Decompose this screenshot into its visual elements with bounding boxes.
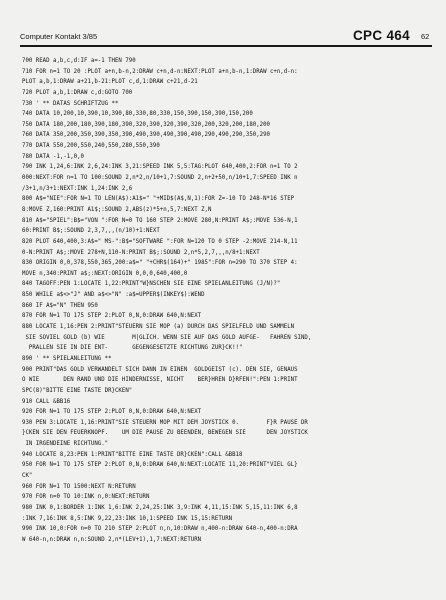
listing-line: 840 TAGOFF:PEN 1:LOCATE 1,22:PRINT"W}NSCHEN SIE EINE SPIELANLEITUNG (J/N)?" — [22, 281, 281, 288]
page-header — [20, 28, 432, 46]
listing-line: 770 DATA 550,200,550,240,550,280,550,390 — [22, 143, 160, 150]
listing-line: 0-N:PRINT A$;:MOVE 278+N,110-N:PRINT B$;:SOUND 2,n*5,2,7,,,n/8+1:NEXT — [22, 249, 260, 256]
listing-line: 720 PLOT a,b,1:DRAW c,d:GOTO 700 — [22, 89, 133, 96]
listing-line: 940 LOCATE 8,23:PEN 1:PRINT"BITTE EINE TASTE DR}CKEN":CALL &BB18 — [22, 451, 243, 458]
listing-line: PRALLEN SIE IN DIE ENT- GEGENGESETZTE RICHTUNG ZUR}CK!!" — [22, 345, 243, 352]
listing-line: 880 LOCATE 1,16:PEN 2:PRINT"STEUERN SIE MOP (a) DURCH DAS SPIELFELD UND SAMMELN — [22, 324, 295, 331]
listing-line: /3+1,n/3+1:NEXT:INK 1,24:INK 2,6 — [22, 185, 133, 192]
listing-line: SIE SOVIEL GOLD (b) WIE M|GLICH. WENN SIE AUF DAS GOLD AUFGE- FAHREN SIND, — [22, 334, 312, 341]
listing-line: 820 PLOT 640,400,3:A$=" MS-":B$="SOFTWARE ":FOR N=120 TO 0 STEP -2:MOVE 214-N,11 — [22, 238, 298, 245]
listing-line: IN IRGENDEINE RICHTUNG." — [22, 441, 109, 448]
listing-line: 710 FOR n=1 TO 20 :PLOT a+n,b-n,2:DRAW c+n,d-n:NEXT:PLOT a+n,b-n,1:DRAW c+n,d-n: — [22, 68, 298, 75]
listing-line: 790 INK 1,24,6:INK 2,6,24:INK 3,21:SPEED INK 5,5:TAG:PLOT 640,400,2:FOR n=1 TO 2 — [22, 164, 298, 171]
listing-line: W 640-n,n:DRAW n,n:SOUND 2,n*(LEV+1),1,7:NEXT:RETURN — [22, 536, 202, 543]
listing-line: :INK 7,16:INK 8,5:INK 9,22,23:INK 10,1:SPEED INK 15,15:RETURN — [22, 515, 233, 522]
listing-line: 990 INK 10,0:FOR n=0 TO 210 STEP 2:PLOT n,n,10:DRAW n,400-n:DRAW 640-n,400-n:DRA — [22, 526, 298, 533]
listing-line: 810 A$="SPIEL":B$="VON ":FOR N=0 TO 160 STEP 2:MOVE 280,N:PRINT A$;:MOVE 536-N,1 — [22, 217, 298, 224]
listing-line: 8:MOVE Z,160:PRINT A1$;:SOUND 2,ABS(z)*5+n,5,7:NEXT Z,N — [22, 206, 212, 213]
listing-line: 700 READ a,b,c,d:IF a=-1 THEN 790 — [22, 58, 136, 64]
listing-line: 900 PRINT"DAS GOLD VERWANDELT SICH DANN IN EINEN GOLDGEIST (c). DEN SIE, GENAUS — [22, 366, 298, 373]
magazine-issue: Computer Kontakt 3/85 — [20, 32, 98, 41]
listing-line: 870 FOR N=1 TO 175 STEP 2:PLOT 0,N,0:DRAW 640,N:NEXT — [22, 313, 202, 320]
listing-line: 910 CALL &BB16 — [22, 398, 71, 405]
listing-line: PLOT a,b,1:DRAW a+21,b-21:PLOT c,d,1:DRAW c+21,d-21 — [22, 79, 198, 86]
listing-line: 740 DATA 10,200,10,390,10,390,80,330,80,330,150,390,150,390,150,200 — [22, 111, 253, 118]
listing-line: 950 FOR N=1 TO 175 STEP 2:PLOT 0,N,0:DRAW 640,N:NEXT:LOCATE 11,20:PRINT"VIEL GL} — [22, 462, 298, 469]
listing-line: }CKEN SIE DEN FEUERKNOPF. UM DIE PAUSE ZU BEENDEN, BEWEGEN SIE DEN JOYSTICK — [22, 430, 308, 437]
listing-line: 830 ORIGIN 0,0,378,550,365,200:a$=" "+CHR$(164)+" 1985":FOR n=290 TO 370 STEP 4: — [22, 260, 298, 267]
listing-line: 860 IF A$="N" THEN 950 — [22, 302, 98, 309]
page-title: CPC 464 — [353, 28, 410, 43]
listing-line: 960 FOR N=1 TO 1500:NEXT N:RETURN — [22, 483, 136, 490]
listing-line: 60:PRINT B$;:SOUND 2,3,7,,,(n/10)+1:NEXT — [22, 228, 160, 235]
listing-line: 890 ' ** SPIELANLEITUNG ** — [22, 355, 112, 362]
listing-line: 800 A$="NIE":FOR N=1 TO LEN(A$):A1$=" "+MID$(A$,N,1):FOR Z=-10 TO 248-N*16 STEP — [22, 196, 295, 203]
listing-line: 980 INK 0,1:BORDER 1:INK 1,6:INK 2,24,25:INK 3,9:INK 4,11,15:INK 5,15,11:INK 6,8 — [22, 504, 298, 511]
listing-line: 930 PEN 3:LOCATE 1,16:PRINT"SIE STEUERN MOP MIT DEM JOYSTICK 0. F}R PAUSE DR — [22, 419, 308, 426]
listing-line: 000:NEXT:FOR n=1 TO 100:SOUND 2,n*2,n/10+1,7:SOUND 2,n+2+50,n/10+1,7:SPEED INK n — [22, 175, 298, 182]
listing-line: 780 DATA -1,-1,0,0 — [22, 153, 84, 160]
listing-line: 760 DATA 350,200,350,390,350,390,490,390,490,390,490,290,490,290,350,290 — [22, 132, 270, 139]
listing-line: MOVE n,340:PRINT a$;:NEXT:ORIGIN 0,0,0,640,400,0 — [22, 270, 188, 277]
listing-line: 850 WHILE a$<>"J" AND a$<>"N" :a$=UPPER$(INKEY$):WEND — [22, 292, 205, 299]
listing-line: 920 FOR N=1 TO 175 STEP 2:PLOT 0,N,0:DRAW 640,N:NEXT — [22, 409, 202, 416]
page-number: 62 — [421, 32, 430, 41]
listing-line: O WIE DEN RAND UND DIE HINDERNISSE, NICHT BER}HREN D}RFEN!":PEN 1:PRINT — [22, 377, 298, 384]
listing-line: 750 DATA 180,200,180,390,180,390,320,390,320,390,320,200,320,200,180,200 — [22, 121, 270, 128]
header-rule — [20, 45, 432, 47]
listing-line: 730 ' ** DATAS SCHRIFTZUG ** — [22, 100, 119, 107]
listing-line: CK" — [22, 472, 33, 479]
program-listing — [22, 56, 434, 545]
listing-line: 970 FOR n=0 TO 10:INK n,0:NEXT:RETURN — [22, 494, 150, 501]
listing-line: SPC(8)"BITTE EINE TASTE DR}CKEN" — [22, 387, 133, 394]
